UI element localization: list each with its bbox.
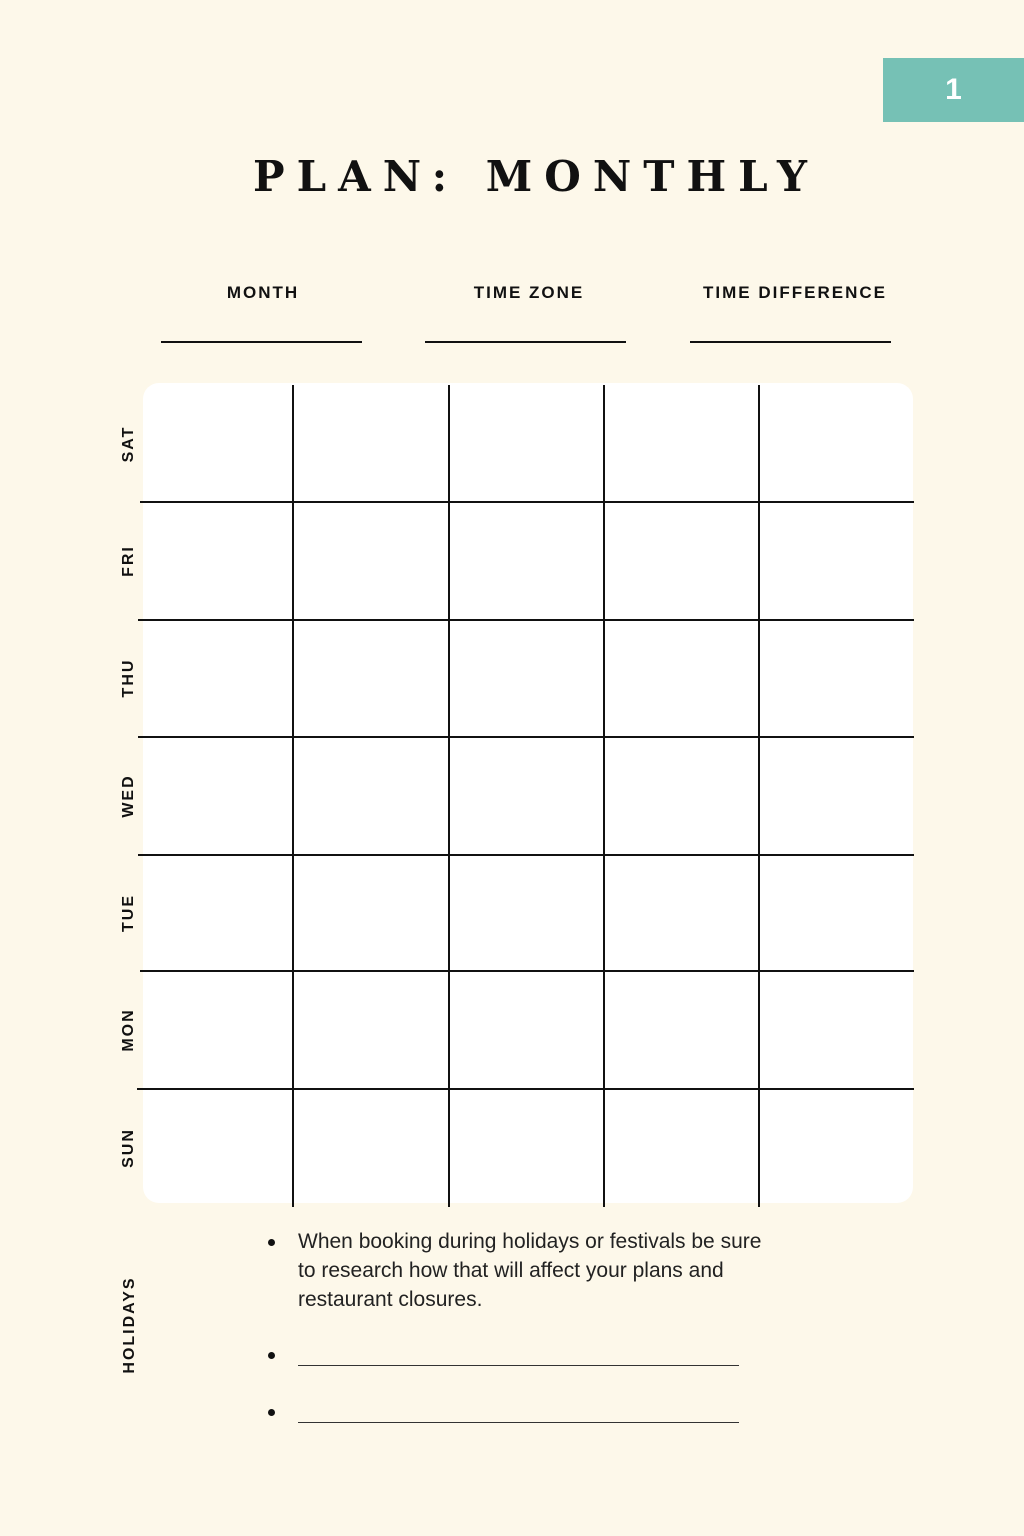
- day-label-wed: WED: [120, 774, 137, 818]
- grid-row-divider: [137, 1088, 914, 1090]
- grid-column-divider: [292, 385, 294, 1207]
- grid-row-divider: [138, 736, 914, 738]
- page-number-tab: [883, 58, 1024, 122]
- day-label-sun: SUN: [120, 1128, 137, 1168]
- bullet-icon: [268, 1409, 275, 1416]
- day-label-tue: TUE: [120, 894, 137, 932]
- holiday-entry-line[interactable]: [298, 1422, 739, 1423]
- day-label-mon: MON: [120, 1008, 137, 1052]
- day-label-sat: SAT: [120, 425, 137, 463]
- holidays-label: HOLIDAYS: [121, 1276, 138, 1374]
- time-zone-field[interactable]: [425, 341, 626, 343]
- time-difference-field[interactable]: [690, 341, 891, 343]
- month-label: MONTH: [226, 283, 300, 302]
- holiday-note-text: When booking during holidays or festivals be sure to research how that will affect your plans and restaurant closures.: [298, 1230, 762, 1311]
- time-difference-label: TIME DIFFERENCE: [703, 283, 887, 302]
- bullet-icon: [268, 1239, 275, 1246]
- grid-column-divider: [603, 385, 605, 1207]
- grid-row-divider: [138, 619, 914, 621]
- holiday-entry-line[interactable]: [298, 1365, 739, 1366]
- grid-row-divider: [138, 854, 914, 856]
- page-title: PLAN: MONTHLY: [253, 152, 819, 201]
- day-label-fri: FRI: [120, 545, 137, 577]
- grid-row-divider: [140, 970, 914, 972]
- bullet-icon: [268, 1352, 275, 1359]
- grid-column-divider: [758, 385, 760, 1207]
- month-field[interactable]: [161, 341, 362, 343]
- time-zone-label: TIME ZONE: [473, 283, 585, 302]
- weekly-grid-panel: [143, 383, 913, 1203]
- grid-column-divider: [448, 385, 450, 1207]
- holiday-note: [268, 1227, 768, 1314]
- page-number: 1: [945, 73, 962, 106]
- grid-row-divider: [140, 501, 914, 503]
- day-label-thu: THU: [120, 658, 137, 698]
